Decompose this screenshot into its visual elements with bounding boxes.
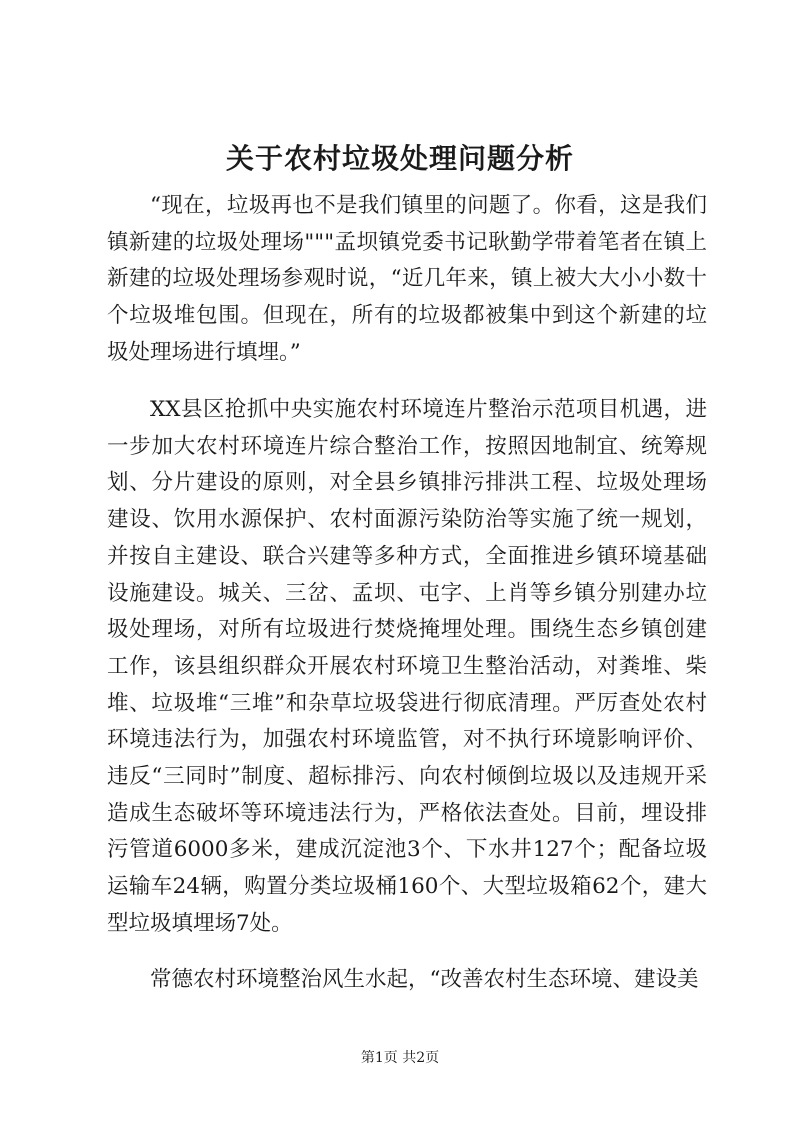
paragraph-1: “现在，垃圾再也不是我们镇里的问题了。你看，这是我们镇新建的垃圾处理场"""孟坝镇党委书记耿勤学带着笔者在镇上新建的垃圾处理场参观时说，“近几年来，镇上被大大小小数十个垃圾堆包围。但现在，所有的垃圾都被集中到这个新建的垃圾处理场进行填埋。”: [107, 193, 707, 365]
page-footer: 第1页 共2页: [360, 1050, 440, 1066]
paragraph-2: XX县区抢抓中央实施农村环境连片整治示范项目机遇，进一步加大农村环境连片综合整治工作，按照因地制宜、统筹规划、分片建设的原则，对全县乡镇排污排洪工程、垃圾处理场建设、饮用水源保护、农村面源污染防治等实施了统一规划，并按自主建设、联合兴建等多种方式，全面推进乡镇环境基础设施建设。城关、三岔、孟坝、屯字、上肖等乡镇分别建办垃圾处理场，对所有垃圾进行焚烧掩埋处理。围绕生态乡镇创建工作，该县组织群众开展农村环境卫生整治活动，对粪堆、柴堆、垃圾堆“三堆”和杂草垃圾袋进行彻底清理。严厉查处农村环境违法行为，加强农村环境监管，对不执行环境影响评价、违反“三同时”制度、超标排污、向农村倾倒垃圾以及违规开采造成生态破坏等环境违法行为，严格依法查处。目前，埋设排污管道6000多米，建成沉淀池3个、下水井127个；配备垃圾运输车24辆，购置分类垃圾桶160个、大型垃圾箱62个，建大型垃圾填埋场7处。: [107, 397, 707, 936]
page-title: 关于农村垃圾处理问题分析: [225, 142, 574, 175]
paragraph-3: 常德农村环境整治风生水起，“改善农村生态环境、建设美: [150, 967, 699, 992]
